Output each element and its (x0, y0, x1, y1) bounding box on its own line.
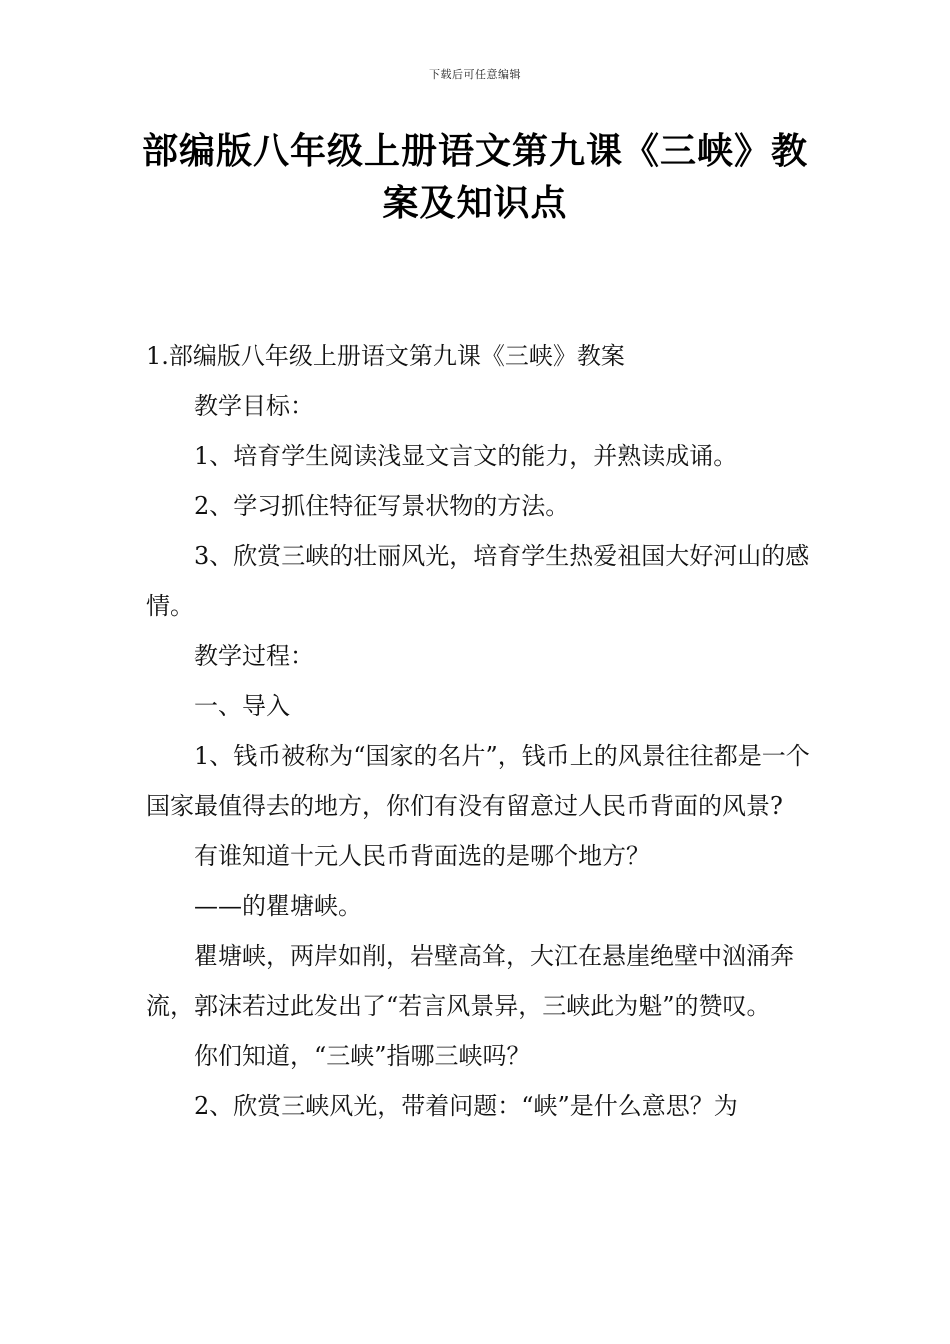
section-heading: 1.部编版八年级上册语文第九课《三峡》教案 (146, 342, 625, 370)
paragraph: 1、钱币被称为“国家的名片”，钱币上的风景往往都是一个国家最值得去的地方，你们有没有留意过人民币背面的风景? (146, 742, 810, 820)
paragraph: 3、欣赏三峡的壮丽风光，培育学生热爱祖国大好河山的感情。 (146, 542, 810, 620)
paragraph: 教学目标： (194, 392, 314, 420)
header-note: 下载后可任意编辑 (429, 68, 521, 81)
paragraph: ——的瞿塘峡。 (194, 892, 362, 920)
paragraph: 2、学习抓住特征写景状物的方法。 (194, 492, 570, 520)
document-title: 部编版八年级上册语文第九课《三峡》教案及知识点 (141, 131, 808, 224)
paragraph: 1、培育学生阅读浅显文言文的能力，并熟读成诵。 (194, 442, 738, 470)
paragraph: 2、欣赏三峡风光，带着问题：“峡”是什么意思？为 (194, 1092, 738, 1120)
paragraph: 你们知道，“三峡”指哪三峡吗？ (194, 1042, 531, 1070)
paragraph: 瞿塘峡，两岸如削，岩壁高耸，大江在悬崖绝壁中汹涌奔流，郭沫若过此发出了“若言风景异，三峡此为魁”的赞叹。 (146, 942, 794, 1020)
document-body (146, 331, 810, 1131)
paragraph: 有谁知道十元人民币背面选的是哪个地方？ (194, 842, 650, 870)
paragraph: 教学过程： (194, 642, 314, 670)
paragraph: 一、导入 (194, 692, 290, 720)
